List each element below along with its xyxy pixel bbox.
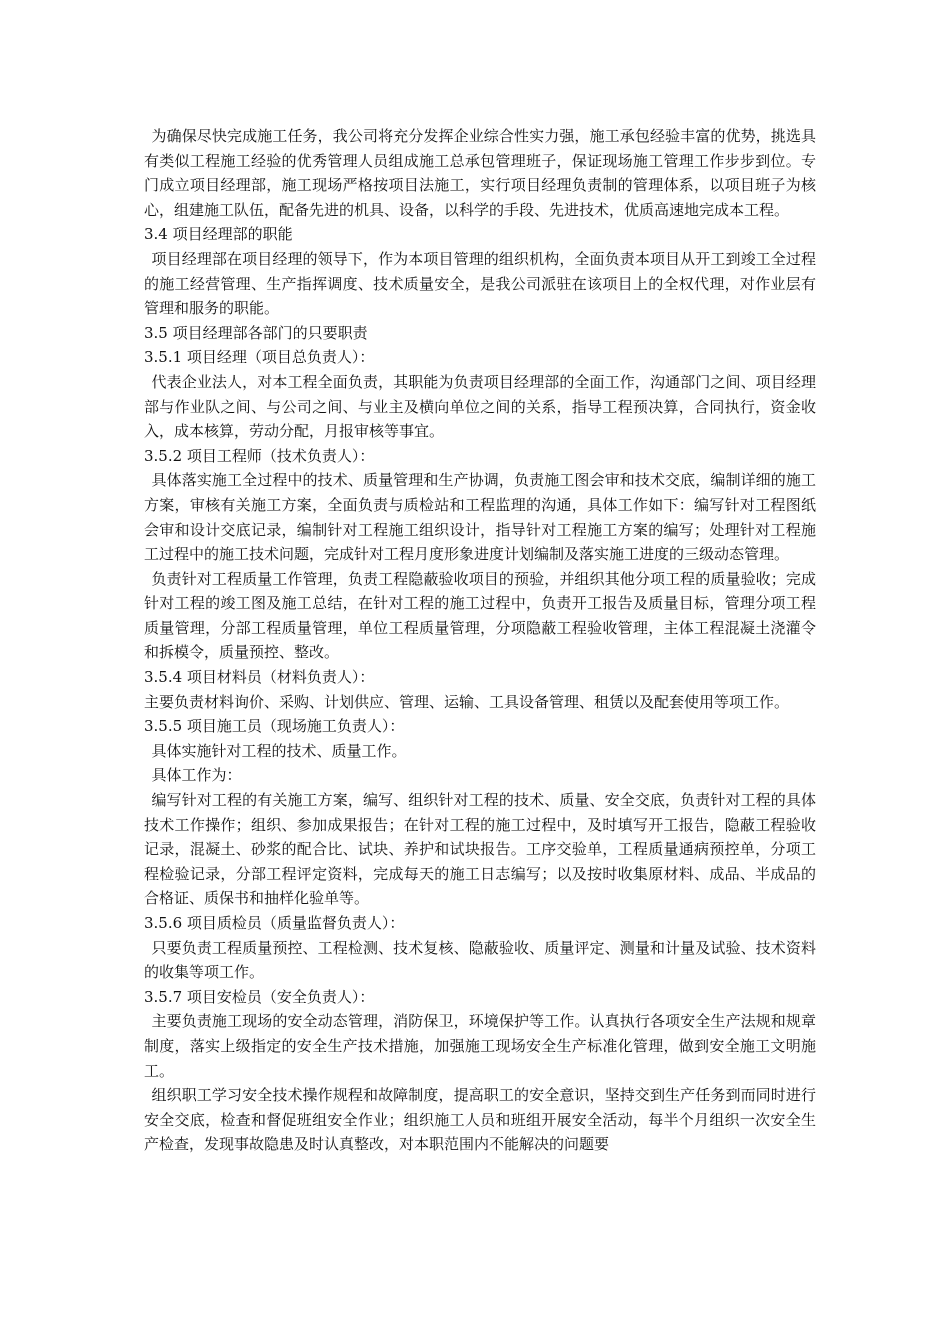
paragraph: 项目经理部在项目经理的领导下，作为本项目管理的组织机构，全面负责本项目从开工到竣工全过程的施工经营管理、生产指挥调度、技术质量安全，是我公司派驻在该项目上的全权代理，对作业层有管理和服务的职能。 [144,249,816,318]
paragraph: 编写针对工程的有关施工方案，编写、组织针对工程的技术、质量、安全交底，负责针对工程的具体技术工作操作；组织、参加成果报告；在针对工程的施工过程中，及时填写开工报告，隐蔽工程验收记录，混凝土、砂浆的配合比、试块、养护和试块报告。工序交验单，工程质量通病预控单，分项工程检验记录，分部工程评定资料，完成每天的施工日志编写；以及按时收集原材料、成品、半成品的合格证、质保书和抽样化验单等。 [144,791,816,908]
subsection-heading: 3.5.7 项目安检员（安全负责人）： [144,987,375,1006]
subsection-heading: 3.5.2 项目工程师（技术负责人）： [144,446,375,465]
subsection-heading: 3.5.1 项目经理（项目总负责人）： [144,348,375,367]
paragraph: 只要负责工程质量预控、工程检测、技术复核、隐蔽验收、质量评定、测量和计量及试验、技术资料的收集等项工作。 [144,938,816,982]
section-heading: 3.5 项目经理部各部门的只要职责 [144,323,368,342]
paragraph: 为确保尽快完成施工任务，我公司将充分发挥企业综合性实力强，施工承包经验丰富的优势，挑选具有类似工程施工经验的优秀管理人员组成施工总承包管理班子，保证现场施工管理工作步步到位。专门成立项目经理部，施工现场严格按项目法施工，实行项目经理负责制的管理体系，以项目班子为核心，组建施工队伍，配备先进的机具、设备，以科学的手段、先进技术，优质高速地完成本工程。 [144,127,816,219]
subsection-heading: 3.5.5 项目施工员（现场施工负责人）： [144,717,405,736]
paragraph: 具体实施针对工程的技术、质量工作。 [151,741,407,760]
paragraph: 具体工作为： [151,766,242,785]
document-page [144,124,816,1157]
section-heading: 3.4 项目经理部的职能 [144,225,293,244]
paragraph: 主要负责施工现场的安全动态管理，消防保卫，环境保护等工作。认真执行各项安全生产法规和规章制度，落实上级指定的安全生产技术措施，加强施工现场安全生产标准化管理，做到安全施工文明施工。 [144,1012,816,1080]
subsection-heading: 3.5.4 项目材料员（材料负责人）： [144,668,375,687]
subsection-heading: 3.5.6 项目质检员（质量监督负责人）： [144,914,405,932]
paragraph: 组织职工学习安全技术操作规程和故障制度，提高职工的安全意识，坚持交到生产任务到而同时进行安全交底，检查和督促班组安全作业；组织施工人员和班组开展安全活动，每半个月组织一次安全生产检查，发现事故隐患及时认真整改，对本职范围内不能解决的问题要 [144,1086,816,1154]
paragraph: 负责针对工程质量工作管理，负责工程隐蔽验收项目的预验，并组织其他分项工程的质量验收；完成针对工程的竣工图及施工总结，在针对工程的施工过程中，负责开工报告及质量目标，管理分项工程质量管理，分部工程质量管理，单位工程质量管理，分项隐蔽工程验收管理，主体工程混凝土浇灌令和拆模令，质量预控、整改。 [144,569,816,662]
paragraph: 主要负责材料询价、采购、计划供应、管理、运输、工具设备管理、租赁以及配套使用等项工作。 [144,692,790,711]
paragraph: 具体落实施工全过程中的技术、质量管理和生产协调，负责施工图会审和技术交底，编制详细的施工方案，审核有关施工方案，全面负责与质检站和工程监理的沟通，具体工作如下：编写针对工程图纸会审和设计交底记录，编制针对工程施工组织设计，指导针对工程施工方案的编写；处理针对工程施工过程中的施工技术问题，完成针对工程月度形象进度计划编制及落实施工进度的三级动态管理。 [144,471,816,564]
paragraph: 代表企业法人，对本工程全面负责，其职能为负责项目经理部的全面工作，沟通部门之间、项目经理部与作业队之间、与公司之间、与业主及横向单位之间的关系，指导工程预决算，合同执行，资金收入，成本核算，劳动分配，月报审核等事宜。 [144,372,816,441]
